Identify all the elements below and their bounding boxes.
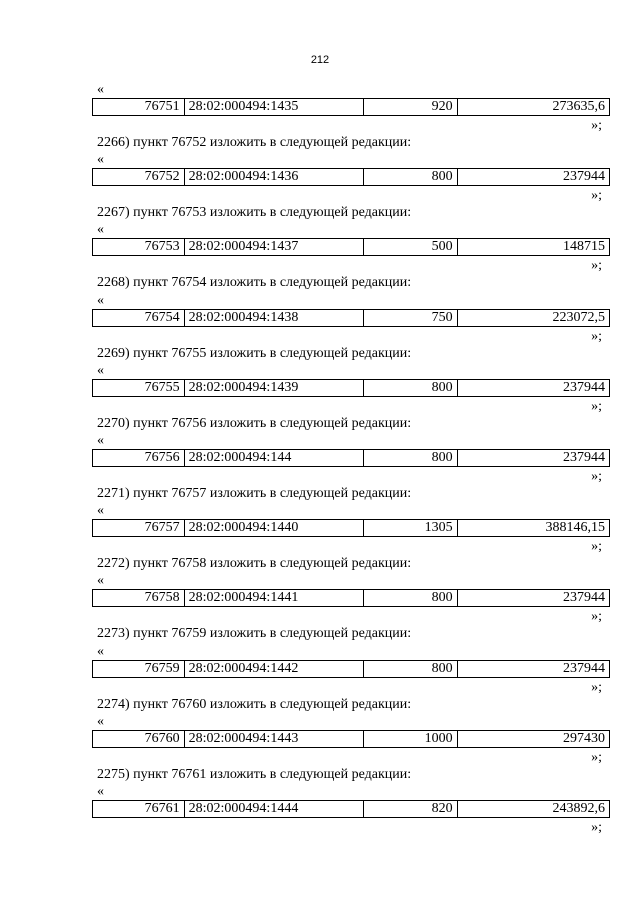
- open-quote: «: [97, 783, 104, 799]
- area-cell: 750: [363, 310, 457, 326]
- close-quote: »;: [591, 819, 602, 835]
- item-number-cell: 76751: [144, 99, 180, 114]
- open-quote: «: [97, 292, 104, 308]
- amendment-instruction: 2275) пункт 76761 изложить в следующей редакции:: [97, 766, 412, 782]
- table-row: [92, 309, 610, 327]
- cadastral-number-cell: 28:02:000494:1438: [184, 310, 363, 326]
- close-quote: »;: [591, 118, 602, 133]
- item-number-cell: 76756: [144, 449, 180, 465]
- table-row: [92, 168, 610, 186]
- amendment-block: [92, 644, 610, 714]
- area-cell: 800: [363, 169, 457, 185]
- open-quote: «: [97, 503, 104, 519]
- open-quote: «: [97, 362, 104, 378]
- item-number-cell: 76761: [144, 800, 180, 816]
- amendment-block: [92, 363, 610, 433]
- area-cell: 500: [363, 239, 457, 255]
- open-quote: «: [97, 222, 104, 238]
- table-row: [92, 660, 610, 678]
- open-quote: «: [97, 713, 104, 729]
- table-row: [92, 730, 610, 748]
- value-cell: 388146,15: [457, 520, 609, 536]
- amendment-instruction: 2269) пункт 76755 изложить в следующей редакции:: [97, 345, 412, 361]
- item-number-cell: 76755: [144, 379, 180, 395]
- value-cell: 148715: [457, 239, 609, 255]
- close-quote: »;: [591, 679, 602, 695]
- close-quote: »;: [591, 609, 602, 625]
- amendment-instruction: 2273) пункт 76759 изложить в следующей редакции:: [97, 626, 412, 642]
- area-cell: 1305: [363, 520, 457, 536]
- item-number-cell: 76752: [144, 169, 180, 185]
- value-cell: 237944: [457, 450, 609, 466]
- close-quote: »;: [591, 258, 602, 274]
- area-cell: 920: [363, 99, 457, 115]
- amendment-block: [92, 82, 610, 152]
- item-number-cell: 76754: [144, 309, 180, 325]
- open-quote: «: [97, 643, 104, 659]
- amendment-instruction: 2271) пункт 76757 изложить в следующей редакции:: [97, 485, 412, 501]
- value-cell: 273635,6: [457, 99, 609, 115]
- open-quote: «: [97, 82, 104, 97]
- amendment-block: [92, 714, 610, 784]
- cadastral-number-cell: 28:02:000494:1443: [184, 731, 363, 747]
- table-row: [92, 449, 610, 467]
- amendment-block: [92, 152, 610, 222]
- table-row: [92, 519, 610, 537]
- area-cell: 800: [363, 380, 457, 396]
- page-number: 212: [310, 54, 330, 66]
- cadastral-number-cell: 28:02:000494:1436: [184, 169, 363, 185]
- close-quote: »;: [591, 468, 602, 484]
- area-cell: 800: [363, 450, 457, 466]
- amendment-instruction: 2266) пункт 76752 изложить в следующей редакции:: [97, 135, 412, 150]
- table-row: [92, 238, 610, 256]
- amendment-block: [92, 293, 610, 363]
- area-cell: 800: [363, 590, 457, 606]
- value-cell: 297430: [457, 731, 609, 747]
- item-number-cell: 76759: [144, 660, 180, 676]
- cadastral-number-cell: 28:02:000494:1439: [184, 380, 363, 396]
- table-row: [92, 98, 610, 116]
- amendment-instruction: 2274) пункт 76760 изложить в следующей редакции:: [97, 696, 412, 712]
- value-cell: 243892,6: [457, 801, 609, 817]
- cadastral-number-cell: 28:02:000494:1435: [184, 99, 363, 115]
- cadastral-number-cell: 28:02:000494:1444: [184, 801, 363, 817]
- amendment-instruction: 2272) пункт 76758 изложить в следующей редакции:: [97, 556, 412, 572]
- value-cell: 237944: [457, 169, 609, 185]
- document-body: [92, 82, 610, 854]
- open-quote: «: [97, 573, 104, 589]
- amendment-block: [92, 573, 610, 643]
- area-cell: 1000: [363, 731, 457, 747]
- open-quote: «: [97, 432, 104, 448]
- cadastral-number-cell: 28:02:000494:1441: [184, 590, 363, 606]
- close-quote: »;: [591, 328, 602, 344]
- cadastral-number-cell: 28:02:000494:1440: [184, 520, 363, 536]
- amendment-block: [92, 222, 610, 292]
- amendment-block: [92, 784, 610, 854]
- amendment-instruction: 2270) пункт 76756 изложить в следующей редакции:: [97, 415, 412, 431]
- cadastral-number-cell: 28:02:000494:1437: [184, 239, 363, 255]
- value-cell: 223072,5: [457, 310, 609, 326]
- amendment-instruction: 2267) пункт 76753 изложить в следующей редакции:: [97, 205, 412, 221]
- amendment-instruction: 2268) пункт 76754 изложить в следующей редакции:: [97, 275, 412, 291]
- cadastral-number-cell: 28:02:000494:1442: [184, 661, 363, 677]
- item-number-cell: 76753: [144, 239, 180, 255]
- open-quote: «: [97, 152, 104, 168]
- table-row: [92, 379, 610, 397]
- close-quote: »;: [591, 539, 602, 555]
- value-cell: 237944: [457, 590, 609, 606]
- close-quote: »;: [591, 188, 602, 204]
- value-cell: 237944: [457, 661, 609, 677]
- amendment-block: [92, 503, 610, 573]
- close-quote: »;: [591, 398, 602, 414]
- table-row: [92, 800, 610, 818]
- table-row: [92, 589, 610, 607]
- close-quote: »;: [591, 749, 602, 765]
- item-number-cell: 76760: [144, 730, 180, 746]
- value-cell: 237944: [457, 380, 609, 396]
- amendment-block: [92, 433, 610, 503]
- item-number-cell: 76757: [144, 520, 180, 536]
- area-cell: 820: [363, 801, 457, 817]
- cadastral-number-cell: 28:02:000494:144: [184, 450, 363, 466]
- item-number-cell: 76758: [144, 590, 180, 606]
- area-cell: 800: [363, 661, 457, 677]
